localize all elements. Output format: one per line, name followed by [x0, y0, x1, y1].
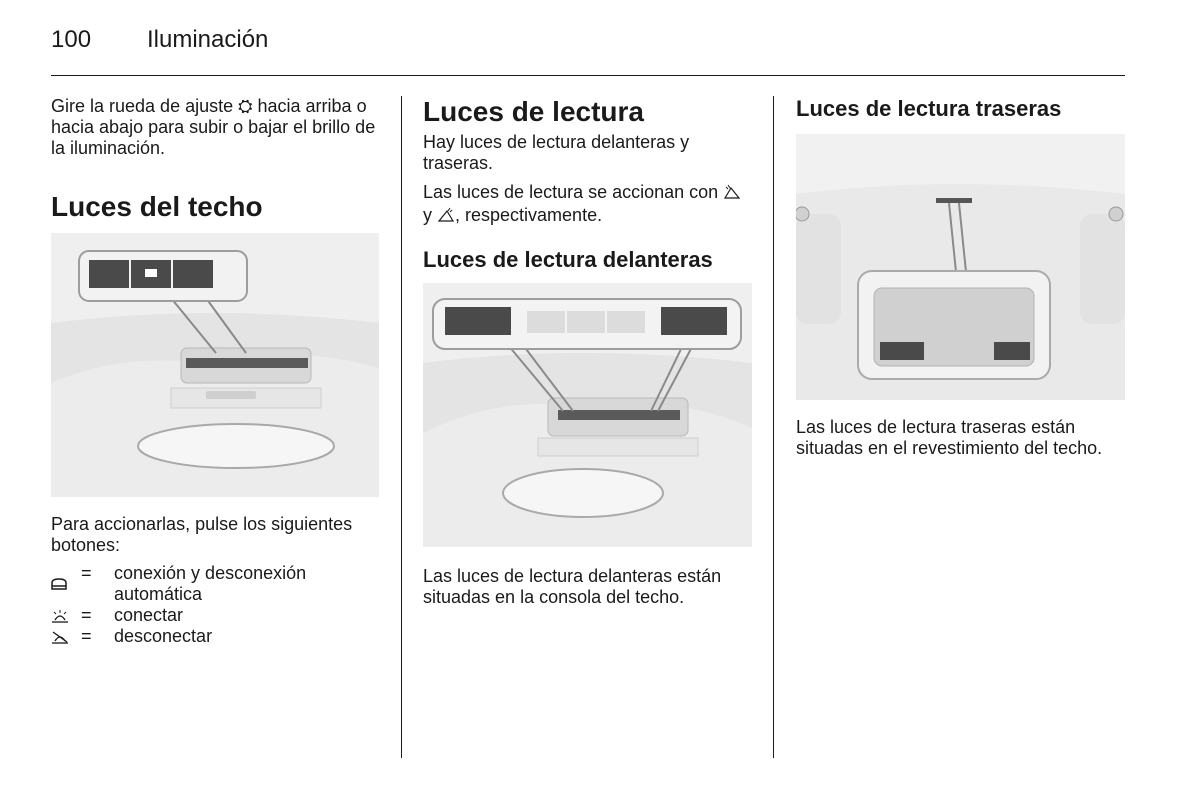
legend-row — [51, 605, 381, 626]
column-left — [51, 96, 381, 647]
legend-text: desconectar — [114, 626, 213, 646]
roof-lights-instruction: Para accionarlas, pulse los siguientes botones: — [51, 514, 353, 555]
right-reading-light-icon — [437, 207, 455, 228]
column-divider — [773, 96, 774, 758]
column-right — [796, 96, 1126, 459]
legend-text: conexión y desconexión automática — [114, 563, 307, 604]
brightness-intro-text: Gire la rueda de ajuste ⛭ hacia arriba o hacia abajo para subir o bajar el brillo de la iluminación. — [51, 96, 376, 158]
page-number: 100 — [51, 26, 92, 53]
legend-row — [51, 626, 381, 647]
page-header — [51, 24, 1125, 76]
operation-text-end: , respectivamente. — [455, 205, 603, 225]
light-on-icon — [51, 605, 81, 626]
column-divider — [401, 96, 402, 758]
legend-equals: = — [81, 563, 92, 583]
roof-lights-heading: Luces del techo — [51, 191, 263, 222]
column-middle — [423, 96, 755, 608]
front-reading-lights-caption: Las luces de lectura delanteras están situadas en la consola del techo. — [423, 566, 722, 607]
left-reading-light-icon — [723, 184, 741, 205]
door-light-icon — [51, 563, 81, 605]
reading-lights-heading: Luces de lectura — [423, 96, 644, 127]
section-title: Iluminación — [147, 26, 269, 53]
front-reading-lights-figure — [423, 283, 752, 547]
legend-equals: = — [81, 605, 92, 625]
operation-text-and: y — [423, 205, 432, 225]
rear-reading-lights-heading: Luces de lectura traseras — [796, 96, 1062, 121]
light-off-icon — [51, 626, 81, 647]
operation-text-start: Las luces de lectura se accionan con — [423, 182, 719, 202]
reading-lights-operation — [423, 182, 755, 228]
reading-lights-intro: Hay luces de lectura delanteras y traseras. — [423, 132, 690, 173]
button-legend — [51, 563, 381, 647]
legend-equals: = — [81, 626, 92, 646]
front-reading-lights-heading: Luces de lectura delanteras — [423, 247, 713, 272]
legend-text: conectar — [114, 605, 184, 625]
roof-lights-figure — [51, 233, 379, 497]
header-divider — [51, 75, 1125, 76]
rear-reading-lights-figure — [796, 134, 1125, 400]
rear-reading-lights-caption: Las luces de lectura traseras están situadas en el revestimiento del techo. — [796, 417, 1103, 458]
legend-row — [51, 563, 381, 605]
